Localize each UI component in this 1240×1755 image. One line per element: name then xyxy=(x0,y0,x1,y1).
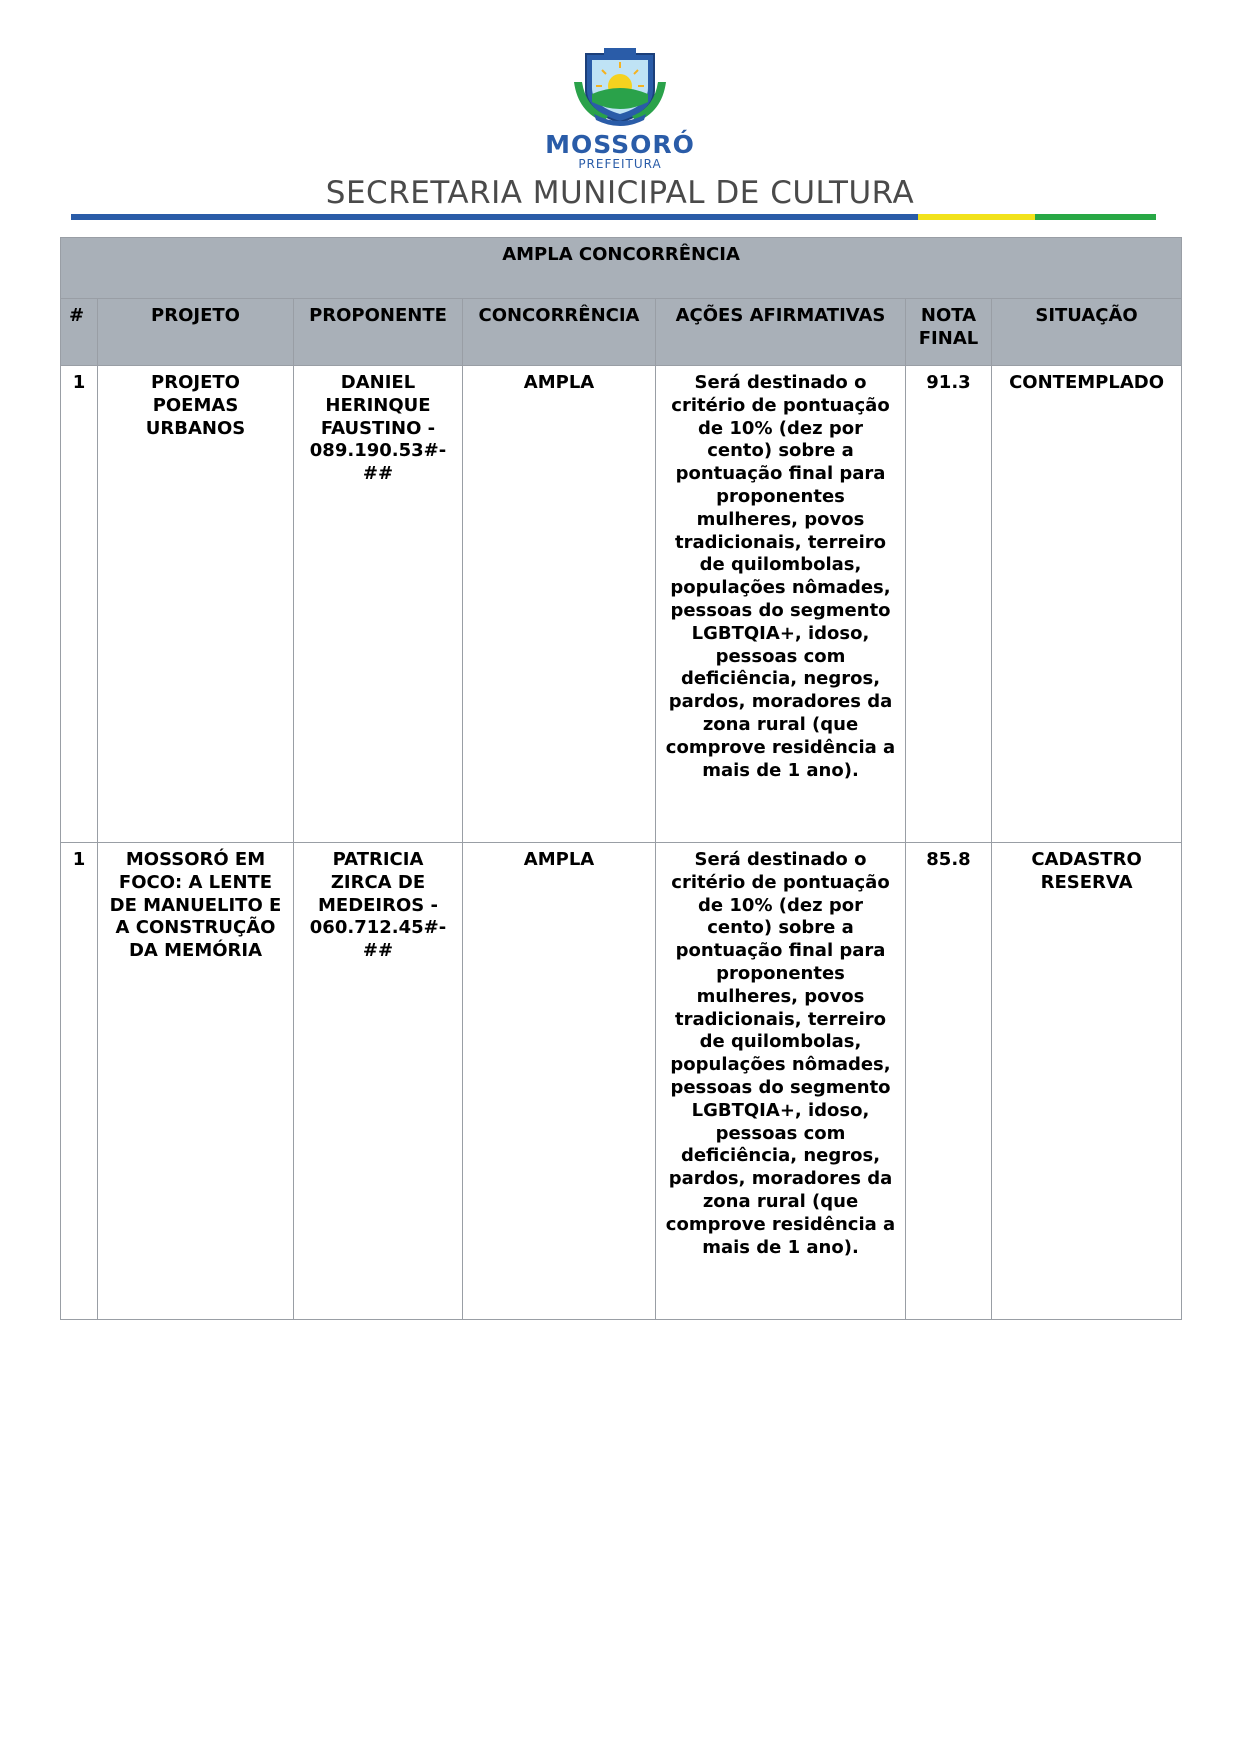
table-row xyxy=(61,366,1182,843)
cell-acoes-afirmativas: Será destinado o critério de pontuação de 10% (dez por cento) sobre a pontuação final para proponentes mulheres, povos tradicionais, terreiro de quilombolas, populações nômades, pessoas do segmento LGBTQIA+, idoso, pessoas com deficiência, negros, pardos, moradores da zona rural (que comprove residência a mais de 1 ano). xyxy=(656,843,906,1320)
department-title: SECRETARIA MUNICIPAL DE CULTURA xyxy=(325,175,915,211)
page-header xyxy=(0,0,1240,230)
cell-situacao: CONTEMPLADO xyxy=(992,366,1182,843)
cell-concorrencia: AMPLA xyxy=(463,366,656,843)
column-header-num: # xyxy=(61,299,98,366)
cell-acoes-afirmativas: Será destinado o critério de pontuação de 10% (dez por cento) sobre a pontuação final para proponentes mulheres, povos tradicionais, terreiro de quilombolas, populações nômades, pessoas do segmento LGBTQIA+, idoso, pessoas com deficiência, negros, pardos, moradores da zona rural (que comprove residência a mais de 1 ano). xyxy=(656,366,906,843)
cell-situacao: CADASTRO RESERVA xyxy=(992,843,1182,1320)
section-header-row xyxy=(61,238,1182,299)
header-stripe-blue xyxy=(71,214,918,220)
column-header-situacao: SITUAÇÃO xyxy=(992,299,1182,366)
column-header-concorrencia: CONCORRÊNCIA xyxy=(463,299,656,366)
cell-num: 1 xyxy=(61,843,98,1320)
column-header-projeto: PROJETO xyxy=(98,299,294,366)
cell-proponente: PATRICIA ZIRCA DE MEDEIROS - 060.712.45#-## xyxy=(294,843,463,1320)
cell-projeto: MOSSORÓ EM FOCO: A LENTE DE MANUELITO E A CONSTRUÇÃO DA MEMÓRIA xyxy=(98,843,294,1320)
cell-proponente: DANIEL HERINQUE FAUSTINO - 089.190.53#-## xyxy=(294,366,463,843)
column-header-row xyxy=(61,299,1182,366)
brand-subtitle: PREFEITURA xyxy=(578,157,662,171)
column-header-acoes: AÇÕES AFIRMATIVAS xyxy=(656,299,906,366)
header-stripe-yellow xyxy=(918,214,1035,220)
cell-num: 1 xyxy=(61,366,98,843)
cell-nota-final: 85.8 xyxy=(906,843,992,1320)
table-row xyxy=(61,843,1182,1320)
mossoro-emblem-icon xyxy=(564,42,676,128)
section-title: AMPLA CONCORRÊNCIA xyxy=(61,238,1182,299)
header-stripe-green xyxy=(1035,214,1156,220)
cell-nota-final: 91.3 xyxy=(906,366,992,843)
results-table xyxy=(60,237,1182,1320)
column-header-proponente: PROPONENTE xyxy=(294,299,463,366)
cell-projeto: PROJETO POEMAS URBANOS xyxy=(98,366,294,843)
cell-concorrencia: AMPLA xyxy=(463,843,656,1320)
column-header-nota: NOTA FINAL xyxy=(906,299,992,366)
brand-name: MOSSORÓ xyxy=(545,130,695,159)
